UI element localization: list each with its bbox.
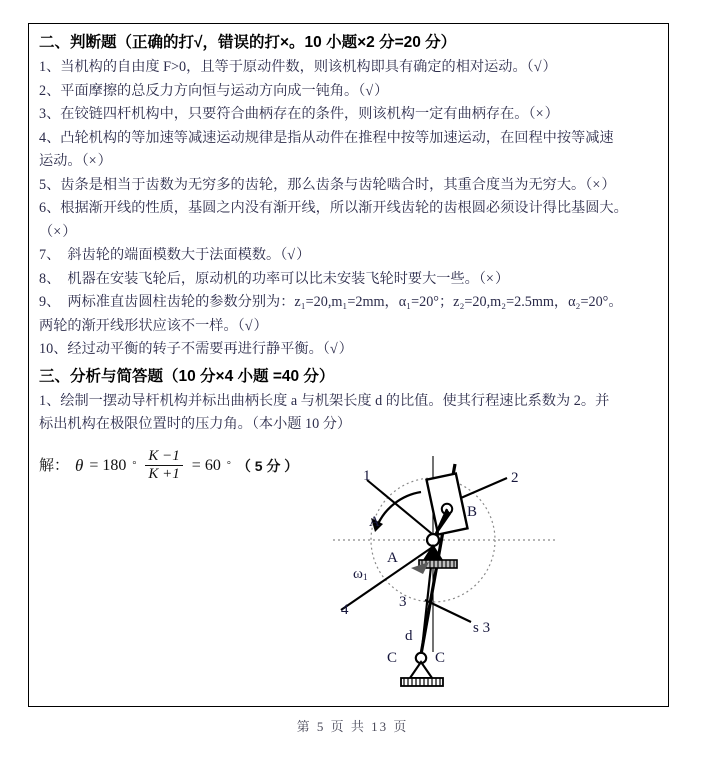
tf-item-6-cont-text: （ (39, 223, 54, 240)
diagram-label-link3: 3 (399, 594, 407, 610)
tf-item-2-answer: √ (365, 82, 375, 99)
tf-item-9-formula: z₁=20,m₁=2mm，α₁=20°；z₂=20,m₂=2.5mm，α₂=20°。 (294, 294, 623, 310)
omega-subscript: 1 (362, 573, 368, 583)
tf-item-8-text: 机器在安装飞轮后，原动机的功率可以比未安装飞轮时要大一些。（ (67, 270, 486, 287)
tf-item-9-cont-text: 两轮的渐开线形状应该不一样。（ (39, 317, 245, 334)
equals-180: = 180 (89, 456, 127, 474)
exam-page-frame (28, 23, 669, 707)
tf-item-10-text: 经过动平衡的转子不需要再进行静平衡。（ (67, 341, 330, 357)
tf-item-1-num: 1、 (39, 59, 61, 75)
tf-item-9 (39, 291, 659, 315)
diagram-label-link1: 1 (363, 468, 371, 484)
section-three-q1-line1: 1、绘制一摆动导杆机构并标出曲柄长度 a 与机架长度 d 的比值。使其行程速比系数为 2。并 (39, 392, 610, 409)
tf-item-3-num: 3、 (39, 106, 61, 122)
tf-item-4-answer: × (88, 153, 98, 169)
tf-item-5-close: ） (601, 176, 616, 193)
diagram-label-point-c-left: C (387, 650, 398, 666)
tf-item-2 (39, 80, 659, 104)
section-three-q1-line2: 标出机构在极限位置时的压力角。（本小题 10 分） (39, 416, 352, 432)
tf-item-4-text: 凸轮机构的等加速等减速运动规律是指从动件在推程中按等加速运动，在回程中按等减速 (60, 129, 614, 146)
diagram-label-omega (353, 566, 368, 583)
tf-item-8-close: ） (494, 270, 510, 287)
section-two-heading: 二、判断题（正确的打√，错误的打×。10 小题×2 分=20 分） (39, 34, 457, 51)
slider-s3-leader (425, 600, 471, 622)
omega-arc (377, 492, 421, 526)
mechanism-diagram (325, 452, 565, 692)
tf-item-7-close: ） (296, 247, 311, 263)
diagram-label-link2: 2 (511, 470, 519, 486)
tf-item-9-cont (39, 315, 659, 339)
tf-item-5-answer: × (592, 176, 602, 193)
tf-item-7-text: 斜齿轮的端面模数大于法面模数。（ (67, 247, 288, 263)
tf-item-2-num: 2、 (39, 82, 61, 99)
tf-item-5-num: 5、 (39, 176, 61, 193)
fraction-numerator: K −1 (148, 448, 180, 464)
tf-item-3-text: 在铰链四杆机构中，只要符合曲柄存在的条件，则该机构一定有曲柄存在。（ (60, 106, 536, 122)
tf-item-4-cont (39, 150, 659, 174)
pivot-c-triangle (410, 662, 432, 678)
page-content (39, 28, 659, 489)
tf-item-3-close: ） (544, 106, 559, 122)
tf-item-9-close: ） (253, 317, 268, 334)
theta-symbol: θ (75, 455, 84, 475)
tf-item-1-answer: √ (533, 59, 543, 75)
diagram-label-point-c-right: C (435, 650, 446, 666)
tf-item-9-num: 9、 (39, 294, 61, 310)
tf-item-5 (39, 174, 659, 198)
ground-c-block (401, 678, 443, 686)
tf-item-1 (39, 56, 659, 80)
diagram-label-frame-d: d (405, 628, 413, 644)
page-footer: 第 5 页 共 13 页 (296, 719, 409, 734)
tf-item-1-text: 当机构的自由度 F>0，且等于原动件数，则该机构即具有确定的相对运动。（ (60, 59, 534, 75)
tf-item-8-num: 8、 (39, 270, 61, 287)
diagram-label-link4: 4 (341, 602, 349, 618)
tf-item-6-num: 6、 (39, 200, 61, 216)
tf-item-4 (39, 127, 659, 151)
tf-item-10-num: 10、 (39, 341, 68, 357)
tf-item-7-num: 7、 (39, 247, 61, 263)
tf-item-4-close: ） (97, 153, 112, 169)
section-three-heading: 三、分析与简答题（10 分×4 小题 =40 分） (39, 367, 335, 385)
degree-sign-2: ° (226, 459, 231, 471)
tf-item-10 (39, 338, 659, 362)
diagram-label-point-a: A (387, 550, 398, 566)
degree-sign-1: ° (132, 459, 137, 471)
diagram-label-point-a-upper: A (369, 514, 380, 530)
tf-item-8 (39, 268, 659, 292)
tf-item-1-close: ） (542, 59, 557, 75)
tf-item-6-text: 根据渐开线的性质，基圆之内没有渐开线，所以渐开线齿轮的齿根圆必须设计得比基圆大。 (60, 200, 628, 216)
tf-item-4-cont-text: 运动。（ (39, 153, 89, 169)
equals-60: = 60 (191, 456, 221, 474)
solution-label: 解： (39, 457, 70, 474)
omega-symbol: ω (353, 566, 363, 582)
fraction-k (145, 449, 182, 482)
fraction-denominator: K +1 (145, 465, 182, 482)
tf-item-6-cont (39, 221, 659, 245)
tf-item-3 (39, 103, 659, 127)
tf-item-10-close: ） (338, 341, 353, 357)
tf-item-9-answer: √ (244, 317, 254, 334)
tf-item-10-answer: √ (329, 341, 339, 357)
tf-item-7 (39, 244, 659, 268)
tf-item-6-answer: × (53, 223, 63, 240)
solution-score: （ 5 分 ） (236, 457, 299, 474)
tf-item-5-text: 齿条是相当于齿数为无穷多的齿轮，那么齿条与齿轮啮合时，其重合度当为无穷大。（ (60, 176, 593, 193)
diagram-label-slider-s3: s 3 (473, 620, 491, 636)
tf-item-6-close: ） (62, 223, 77, 240)
tf-item-6 (39, 197, 659, 221)
tf-item-4-num: 4、 (39, 129, 61, 146)
tf-item-3-answer: × (535, 106, 545, 122)
diagram-label-point-b: B (467, 504, 478, 520)
tf-item-9-text: 两标准直齿圆柱齿轮的参数分别为： (67, 294, 295, 310)
tf-item-8-answer: × (485, 270, 495, 287)
tf-item-2-close: ） (374, 82, 389, 99)
tf-item-2-text: 平面摩擦的总反力方向恒与运动方向成一钝角。（ (60, 82, 366, 99)
tf-item-7-answer: √ (287, 247, 297, 263)
